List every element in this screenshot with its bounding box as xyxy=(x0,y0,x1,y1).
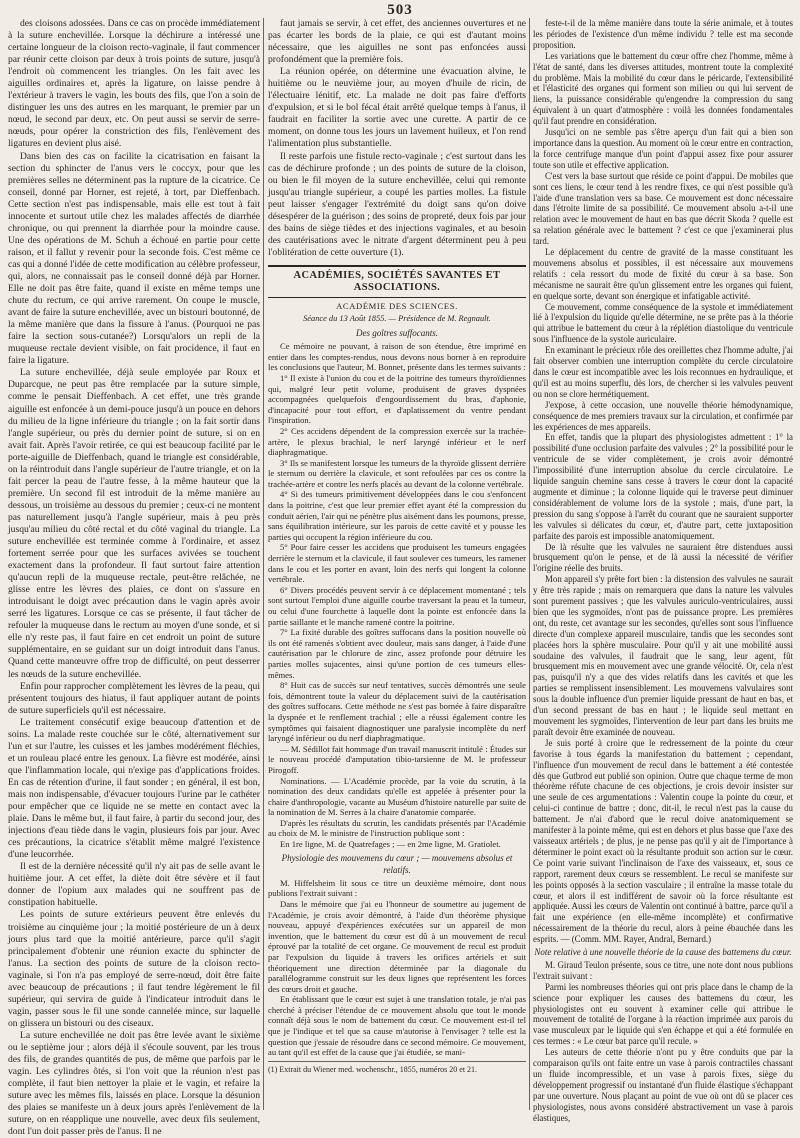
paragraph: Le traitement consécutif exige beaucoup d'attention et de soins. La malade reste couchée sur le côté, alternativement sur l'un et sur l'autre, les cuisses et les jambes modérément fléchies, et un rouleau placé entre les genoux. La fièvre est modérée, ainsi que l'inflammation locale, qui n'exige pas d'applications froides. En cas de rétention d'urine, il faut sonder ; en général, il est bon, mais non indispensable, d'évacuer toujours l'urine par le cathéter pour empêcher que ce liquide ne se mette en contact avec la plaie. Dans le même but, il faut faire, à partir du second jour, des injections d'eau tiède dans le vagin, plusieurs fois par jour. Avec ces précautions, la cicatrice s'établit même malgré l'existence d'une leucorrhée. xyxy=(8,716,260,861)
article-body xyxy=(268,341,526,850)
paragraph: C'est vers la base surtout que réside ce point d'appui. De mobiles que sont ces liens, le cœur tend à les rendre fixes, ce qui n'est possible qu'à l'aide d'une translation vers sa base. Ce mouvement est donc nécessaire dans l'étroite limite de sa possibilité. Ce mouvement absolu a-t-il une relation avec le mouvement de haut en bas que décrit Skoda ? quelle est sa relation générale avec le battement ? c'est ce que j'examinerai plus tard. xyxy=(533,170,793,247)
section-heading: ACADÉMIES, SOCIÉTÉS SAVANTES ET ASSOCIATIONS. xyxy=(268,265,526,298)
paragraph: Dans bien des cas on facilite la cicatrisation en faisant la section du sphincter de l'anus vers le coccyx, pour que les premières selles ne déterminent pas la rupture de la cicatrice. Ce conseil, donné par Horner, est rejeté, à tort, par Dieffenbach. Cette section n'est pas indispensable, mais elle est tout à fait innocente et surtout utile chez les malades affectés de diarrhée chronique, ou qui prennent la diarrhée pour la moindre cause. Une des opérations de M. Schuh a échoué en partie pour cette raison, et il fallut y revenir pour la seconde fois. C'est même ce cas qui a donné l'idée de cette modification au célèbre professeur, qui, alors, ne connaissait pas le conseil donné déjà par Horner. Elle ne doit pas être faite, quand il existe en même temps une chute du rectum, ce qui arrive rarement. On coupe le muscle, avant de faire la suture enchevillée, avec un bistouri boutonné, de la même manière que dans la fissure à l'anus. (Pourquoi ne pas faire la section sous-cutanée?) Lorsqu'alors un repli de la muqueuse rectale devient visible, on fait procidence, il faut en faire la ligature. xyxy=(8,150,260,367)
paragraph: 1° Il existe à l'union du cou et de la poitrine des tumeurs thyroïdiennes qui, malgré leur petit volume, produisent de graves dyspnées accompagnées quelquefois d'engourdissement du bras, d'aphonie, d'incapacité pour tout effort, et d'aplatissement du ventre pendant l'inspiration. xyxy=(268,372,526,426)
article-title: Physiologie des mouvemens du cœur ; — mouvemens absolus et relatifs. xyxy=(281,852,513,875)
paragraph: Jusqu'ici on ne semble pas s'être aperçu d'un fait qui a bien son importance dans la question. Au moment où le cœur entre en contraction, la force centrifuge manque d'un point d'appui assez fixe pour assurer toute son utile et effective application. xyxy=(533,127,794,170)
column-rule xyxy=(529,18,530,1110)
paragraph: Il reste parfois une fistule recto-vaginale ; c'est surtout dans les cas de déchirure profonde ; un des points de suture de la cloison, ou bien le fil moyen de la suture enchevillée, celui qui remonte jusqu'au triangle supérieur, a coupé les parties molles. La fistule peut laisser s'engager l'extrémité du doigt sans qu'on doive désespérer de la guérison ; des soins de propreté, deux fois par jour des bains de siège tièdes et des injections vaginales, et au besoin des cautérisations avec le nitrate d'argent déterminent peu à peu l'oblitération de cette ouverture (1). xyxy=(268,150,526,258)
paragraph: 5° Pour faire cesser les accidens que produisent les tumeurs engagées derrière le sternum et la clavicule, il faut soulever ces tumeurs, les ramener dans le cou et les porter en avant, loin des nerfs qui longent la colonne vertébrale. xyxy=(268,542,526,585)
paragraph: En établissant que le cœur est sujet à une translation totale, je n'ai pas cherché à préciser l'étendue de ce mouvement absolu que tout le monde connaît déjà sous le nom de battement du cœur. Ce mouvement est-il tel que je l'indique et tel que sa cause m'autorise à l'envisager ? telle est la question que j'essaie de résoudre dans ce second mémoire. Ce mouvement, au tant qu'il est effet de la cause que j'ai étudiée, se mani- xyxy=(268,994,526,1058)
paragraph: 6° Divers procédés peuvent servir à ce déplacement momentané ; tels sont surtout l'emploi d'une aiguille courbe traversant la peau et la tumeur, ou celui d'une fourchette à laquelle dont la pointe est enfoncée dans la partie saillante et le manche ramené contre la poitrine. xyxy=(268,584,526,627)
article-title: Des goîtres suffocants. xyxy=(356,328,438,339)
column-middle xyxy=(268,18,526,1110)
paragraph: Je suis porté à croire que le redressement de la pointe du cœur favorise à tous égards la manifestation du battement ; cependant, l'influence d'un mouvement de recul dans le battement a été contestée dès que Gutbrod eut publié son opinion. Outre que chaque terme de mon théorème réfute chacune de ces objections, je crois devoir insister sur une seule de ces argumentations : Valentin coupe la pointe du cœur, et celui-ci continue de battre ; donc, dit-il, le recul n'est pas la cause du battement. Je n'ai d'abord que le recul doive anatomiquement se manifester à la pointe même, qui est en dehors et plus basse que l'axe des vaisseaux artériels ; de plus, je ne pense pas qu'il y ait de l'importance à déterminer le point exact où la résultante produit son action sur le cœur. Ce point varie suivant l'inclinaison de l'axe des vaisseaux, et, sous ce rapport, rarement deux cœurs se ressemblent. Le recul se manifeste sur les points opposés à la section vasculaire ; il entraîne la masse totale du cœur, et alors il est indifférent de savoir où la force résultante est appliquée. Aussi les cœurs de Valentin ont continué à battre, parce qu'il a fait une expérience (en elle-même incomplète) et confirmative nécessairement de la théorie du recul, alors à peine ébauchée dans les esprits. — (Comm. MM. Rayer, Andral, Bernard.) xyxy=(533,737,793,945)
paragraph: En 1re ligne, M. de Quatrefages ; — en 2me ligne, M. Gratiolet. xyxy=(280,839,501,850)
column-right xyxy=(533,18,794,1123)
paragraph: 7° La fixité durable des goîtres suffocans dans la position nouvelle où ils ont été ramenés s'obtient avec douleur, mais sans danger, à l'aide d'une cautérisation par le chlorure de zinc, assez profonde pour détruire les parties molles sujacentes, ainsi qu'une portion de ces tumeurs elles-mêmes. xyxy=(268,627,526,680)
paragraph: Le déplacement du centre de gravité de la masse constituant les mouvemens absolus et possibles, il est nécessaire aux mouvemens relatifs : cela ressort du mode de fixité du cœur à sa base. Son mécanisme ne saurait être qu'un glissement entre les organes qui fuient, en quelque sorte, devant son énergique et infatigable activité. xyxy=(533,247,793,301)
column-rule xyxy=(263,18,264,1110)
paragraph: Ce mouvement, comme conséquence de la systole et immédiatement lié à l'expulsion du liquide qu'elle détermine, ne se prête pas à la théorie qui attribue le battement du cœur à la réplétion diastolique du ventricule sous l'influence de la systole auriculaire. xyxy=(533,301,793,345)
paragraph: De là résulte que les valvules ne sauraient être distendues aussi brusquement qu'on le pense, et de là aussi la nécessité de vérifier l'origine réelle des bruits. xyxy=(533,541,793,574)
paragraph: 4° Si des tumeurs primitivement développées dans le cou s'enfoncent dans la poitrine, c'est que leur premier effet ayant été la compression du conduit aérien, l'air qui ne pénètre plus aisément dans les poumons, presse, sans équilibration intérieure, sur les parois de cette cavité et y pousse les parties qui occupent la région inférieure du cou. xyxy=(268,489,526,542)
page-number: 503 xyxy=(387,2,413,18)
paragraph: Il est de la dernière nécessité qu'il n'y ait pas de selle avant le huitième jour. A cet effet, la diète doit être sévère et il faut donner de l'opium aux malades qui ne souffrent pas de constipation habituelle. xyxy=(8,861,260,909)
paragraph: La suture enchevillée ne doit pas être levée avant le sixième ou le septième jour ; alors déjà il s'écoule souvent, par les trous des fils, de grandes quantités de pus, de même que parfois par le vagin. Les cylindres ôtés, si l'on voit que la réunion n'est pas complète, il faut bien nettoyer la plaie et le vagin, et refaire la suture avec les mêmes fils, laissés en place. Lorsque la désunion des plaies se manifeste un à deux jours après l'enlèvement de la suture, on en réapplique une nouvelle, avec deux fils seulement, dont l'un doit passer près de l'anus. Il ne xyxy=(8,1029,260,1138)
paragraph: 2° Ces accidens dépendent de la compression exercée sur la trachée-artère, le plexus brachial, le nerf laryngé inférieur et le nerf diaphragmatique. xyxy=(268,425,526,458)
paragraph: Dans le mémoire que j'ai eu l'honneur de soumettre au jugement de l'Académie, je crois avoir démontré, à l'aide d'un théorème physique nouveau, appuyé d'expériences exécutées sur un appareil de mon invention, que le battement du cœur est dû à un mouvement de recul éprouvé par la totalité de cet organe. Ce mouvement de recul est produit par l'expulsion du liquide à travers les orifices artériels et suit théoriquement une direction déterminée par la diagonale du parallélogramme construit sur les deux lignes que représentent les forces des cœurs droit et gauche. xyxy=(268,898,526,994)
paragraph: — M. Sédillot fait hommage d'un travail manuscrit intitulé : Études sur le nouveau procédé d'amputation tibio-tarsienne de M. le professeur Pirogoff. xyxy=(268,743,526,775)
paragraph: En effet, tandis que la plupart des physiologistes admettent : 1° la possibilité d'une occlusion parfaite des valvules ; 2° la possibilité pour le ventricule de se vider complètement, je crois avoir démontré l'impossibilité d'une interruption absolue du cercle circulatoire. Le liquide sanguin chemine sans cesse à travers le cœur dont la capacité augmente et diminue ; la colonne liquide qui le traverse peut diminuer considérablement de volume lors de la systole ; mais, d'une part, la pression du sang s'oppose à l'arrêt du courant que ne sauraient supporter les valvules si délicates du cœur, et, d'autre part, cette juxtaposition parfaite des parois est impossible anatomiquement. xyxy=(533,432,793,541)
footnote: (1) Extrait du Wiener med. wochenschr., 1855, numéros 20 et 21. xyxy=(268,1061,526,1076)
paragraph: M. Giraud Teulon présente, sous ce titre, une note dont nous publions l'extrait suivant : xyxy=(533,959,793,981)
article-body xyxy=(268,878,526,1058)
session-line: Séance du 13 Août 1855. — Présidence de M. Regnault. xyxy=(303,314,491,324)
article-title: Note relative à une nouvelle théorie de la cause des battemens du cœur. xyxy=(534,947,792,958)
paragraph: Les points de suture extérieurs peuvent être enlevés du troisième au cinquième jour ; la moitié postérieure de un à deux jours plus tard que la moitié antérieure, parce qu'il s'agit principalement d'obtenir une réunion exacte du sphincter de l'anus. La section des points de suture de la cloison recto-vaginale, si l'on n'a pas employé de serre-nœud, doit être faite avec beaucoup de précautions ; il faut tendre légèrement le fil supérieur, qui servira de guide à l'indicateur introduit dans le vagin, passer sous le fil une sonde cannelée mince, sur laquelle on glissera un bistouri ou des ciseaux. xyxy=(8,909,260,1029)
paragraph: feste-t-il de la même manière dans toute la série animale, et à toutes les périodes de l'existence d'un même individu ? telle est ma seconde proposition. xyxy=(533,18,793,50)
paragraph: Enfin pour rapprocher complètement les lèvres de la peau, qui présentent toujours des hiatus, il faut appliquer autant de points de suture superficiels qu'il est nécessaire. xyxy=(8,680,260,716)
paragraph: J'expose, à cette occasion, une nouvelle théorie hémodynamique, conséquence de mes premiers travaux sur la circulation, et confirmée par les expériences de mes appareils. xyxy=(533,399,793,432)
paragraph: 3° Ils se manifestent lorsque les tumeurs de la thyroïde glissent derrière le sternum ou derrière la clavicule, et sont refoulées par ces os contre la trachée-artère et contre les nerfs placés au devant de la colonne vertébrale. xyxy=(268,457,526,489)
paragraph: La suture enchevillée, déjà seule employée par Roux et Duparcque, ne peut pas être remplacée par la suture simple, comme le pensait Dieffenbach. A cet effet, une très grande aiguille est enfoncée à un demi-pouce jusqu'à un pouce en dehors du milieu de la ligne inférieure du triangle ; on la fait sortir dans l'angle supérieur, ou près du dernier point de suture, si on en avait fait. Après l'avoir retirée, ce qui est beaucoup facilité par le porte-aiguille de Dieffenbach, quand le triangle est considérable, on la réintroduit dans l'angle supérieur de l'autre triangle, et on la fait percer la peau de l'autre fesse, à la même hauteur que la première. Un second fil est introduit de la même manière au dessous, un troisième au dessous du premier ; ceux-ci ne montent pas naturellement jusqu'à l'angle supérieur, mais à peu près jusqu'au milieu du côté rectal et du côté vaginal du triangle. La suture enchevillée est terminée comme à l'ordinaire, et assez fortement serrée pour que les surfaces avivées se touchent exactement dans la profondeur. Il faut surtout faire attention qu'aucun repli de la muqueuse rectale, peut-être relâchée, ne glisse entre les lèvres des plaies, ce dont on s'assure en introduisant le doigt avec précaution dans le vagin après avoir serré les ligatures. Lorsque ce cas se présente, il faut tâcher de refouler la muqueuse dans le rectum au moyen d'une sonde, et si elle n'y reste pas, il faut faire en cet endroit un point de suture supplémentaire, en se guidant sur un doigt introduit dans l'anus. Quand cette manœuvre offre trop de difficulté, on peut desserrer les nœuds de la suture enchevillée. xyxy=(8,367,260,680)
paragraph: En examinant le précieux rôle des oreillettes chez l'homme adulte, j'ai fait observer combien une interruption complète du cercle circulatoire dans le cœur est incompatible avec les lois reconnues en hydraulique, et qu'il est au moins superflu, dès lors, de chercher si les valvules peuvent ou non se clore hermétiquement. xyxy=(533,345,793,399)
paragraph: Ce mémoire ne pouvant, à raison de son étendue, être imprimé en entier dans les comptes-rendus, nous devons nous borner à en reproduire les conclusions que l'auteur, M. Bonnet, présente dans les termes suivants : xyxy=(268,341,526,373)
section-subheading: ACADÉMIE DES SCIENCES. xyxy=(336,301,458,312)
paragraph: Mon appareil s'y prête fort bien : la distension des valvules ne saurait y être très rapide ; mais on remarquera que dans la nature les valvules sont purement passives ; que les valvules auriculo-ventriculaires, aussi bien que les sygmoïdes, n'ont pas de puissance propre. Les premières ont, du reste, cet avantage sur les secondes, qu'elles sont sous l'influence directe d'un complexe appareil musculaire, tandis que les secondes sont placées hors la sphère musculaire. Pour qu'il y ait une mobilité aussi soudaine des valvules, il faudrait que le sang, leur agent, fût brusquement mis en mouvement avec une grande vélocité. Or, cela n'est pas, puisqu'il n'y a que des vides relatifs dans les cavités et que les parties se remplissent insensiblement. Les mouvemens valvulaires sont sous la double influence d'un premier liquide pressant de haut en bas, et d'un second pressant de bas en haut ; le liquide seul mettant en mouvement les sygmoïdes, l'intervention de leur part dans les bruits me paraît devoir être examinée de nouveau. xyxy=(533,574,793,737)
paragraph: Les variations que le battement du cœur offre chez l'homme, même à l'état de santé, dans les diverses attitudes, montrent toute la complexité du problème. Mais la mobilité du cœur dans le péricarde, l'extensibilité et l'élasticité des organes qui forment son milieu ou qui lui servent de liens, la puissance considérable qu'engendre la compression du sang équivalent à un quart d'atmosphère : voilà les données fondamentales qu'il faut prendre en considération. xyxy=(533,50,793,127)
paragraph: des cloisons adossées. Dans ce cas on procède immédiatement à la suture enchevillée. Lorsque la déchirure a intéressé une certaine longueur de la cloison recto-vaginale, il faut commencer par réunir cette cloison par deux à trois points de suture, jusqu'à l'endroit où commencent les triangles. On les fait avec les aiguilles ordinaires et, après la ligature, on laisse pendre à l'extérieur à travers le vagin, les bouts des fils, que l'on a soin de distinguer les uns des autres en les marquant, le premier par un nœud, le second par deux, etc. On peut aussi se servir de serre-nœuds, pour opérer la constriction des fils, l'enlèvement des ligatures en devient plus aisé. xyxy=(8,18,260,150)
column-left xyxy=(8,18,260,1138)
paragraph: Parmi les nombreuses théories qui ont pris place dans le champ de la science pour expliquer les causes des battemens du cœur, les physiologistes ont eu souvent à examiner celle qui attribue le mouvement de totalité de l'organe à la réaction imprimée aux parois du vase musculeux par le liquide qui s'en échappe et qui a été formulée en ces termes : « Le cœur bat parce qu'il recule. » xyxy=(533,981,793,1047)
paragraph: M. Hiffelsheim lit sous ce titre un deuxième mémoire, dont nous publions l'extrait suivant : xyxy=(268,877,526,899)
paragraph: La réunion opérée, on détermine une évacuation alvine, le huitième ou le neuvième jour, au moyen d'huile de ricin, de l'électuaire lénitif, etc. La malade ne doit pas faire d'efforts d'expulsion, et si le bol fécal était arrêté quelque temps à l'anus, il faudrait en faciliter la sortie avec une curette. A partir de ce moment, on donne tous les jours un lavement huileux, et l'on rend l'alimentation plus substantielle. xyxy=(268,66,526,150)
paragraph: D'après les résultats du scrutin, les candidats présentés par l'Académie au choix de M. le ministre de l'instruction publique sont : xyxy=(268,817,526,839)
paragraph: Les auteurs de cette théorie n'ont pu y être conduits que par la comparaison qu'ils ont faite entre un vase à parois contractiles chassant un fluide incompressible, et un vase à parois fixes, siège du développement progressif ou instantané d'un fluide élastique s'échappant par une ouverture. Nous plaçant au point de vue où ont dû se placer ces physiologistes, nous avons considéré abstractivement un vase à parois élastiques, xyxy=(533,1047,793,1123)
paragraph: 8° Huit cas de succès sur neuf tentatives, succès démontrés une seule fois, démontrent toute la valeur du déplacement suivi de la cautérisation des goîtres suffocans. Cette méthode ne s'est pas bornée à faire disparaître la dyspnée et le renflement trachial ; elle a réussi également contre les symptômes qui faisaient diagnostiquer une paralysie incomplète du nerf laryngé inférieur ou du nerf diaphragmatique. xyxy=(268,680,526,744)
paragraph: faut jamais se servir, à cet effet, des anciennes ouvertures et ne pas écarter les bords de la plaie, ce qui est d'autant moins nécessaire, que les aiguilles ne sont pas enfoncées aussi profondément que la première fois. xyxy=(268,18,526,66)
paragraph: Nominations. — L'Académie procède, par la voie du scrutin, à la nomination des deux candidats qu'elle est appelée à présenter pour la chaire d'anthropologie, vacante au Muséum d'histoire naturelle par suite de la nomination de M. Serres à la chaire d'anatomie comparée. xyxy=(268,775,526,818)
